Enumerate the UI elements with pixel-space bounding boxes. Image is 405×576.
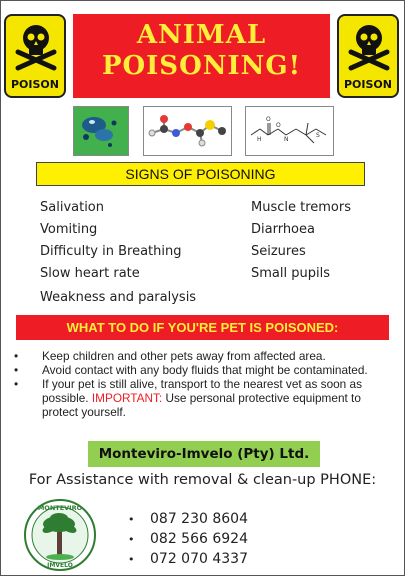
title-line-2: POISONING! (101, 51, 302, 82)
sign-small-pupils: Small pupils (251, 266, 330, 281)
title-line-1: ANIMAL (136, 20, 267, 50)
phone-number-3: • 072 070 4337 (128, 551, 248, 567)
svg-text:O: O (276, 122, 281, 129)
sign-difficulty-breathing: Difficulty in Breathing (40, 244, 182, 259)
molecule-ball-stick-image (143, 106, 232, 156)
phone-text: 082 566 6924 (150, 531, 248, 547)
logo-top-text: MONTEVIRO (37, 504, 83, 512)
skull-crossbones-icon (14, 22, 58, 72)
phone-number-1: • 087 230 8604 (128, 511, 248, 527)
important-text: Use personal protective equipment to protect yourself. (42, 391, 361, 419)
phone-number-2: • 082 566 6924 (128, 531, 248, 547)
pesticide-granules-image (73, 106, 129, 156)
poison-label: POISON (11, 78, 59, 91)
list-item-text: Avoid contact with any body fluids that might be contaminated. (42, 363, 368, 377)
company-name: Monteviro-Imvelo (Pty) Ltd. (88, 441, 320, 467)
skull-crossbones-icon (347, 22, 391, 72)
list-item-text: If your pet is still alive, transport to the nearest vet as soon as possible. (42, 377, 362, 405)
poison-label: POISON (344, 78, 392, 91)
assistance-text: For Assistance with removal & clean-up PHONE: (28, 472, 377, 488)
sign-weakness-paralysis: Weakness and paralysis (40, 290, 197, 305)
svg-text:H: H (257, 136, 262, 143)
poison-badge-right (337, 14, 399, 98)
phone-text: 072 070 4337 (150, 551, 248, 567)
list-item: • Avoid contact with any body fluids that might be contaminated. (14, 363, 368, 377)
svg-text:S: S (316, 132, 320, 139)
sign-slow-heart-rate: Slow heart rate (40, 266, 140, 281)
list-item: • Keep children and other pets away from affected area. (14, 349, 326, 363)
sign-muscle-tremors: Muscle tremors (251, 200, 352, 215)
phone-text: 087 230 8604 (150, 511, 248, 527)
list-item: • If your pet is still alive, transport to the nearest vet as soon as possible. IMPORTANT: Use personal protective equipment to protect yourself. (14, 377, 362, 419)
todo-header: WHAT TO DO IF YOU'RE PET IS POISONED: (16, 315, 389, 340)
title-banner (73, 14, 330, 98)
list-item-text: Keep children and other pets away from affected area. (42, 349, 326, 363)
svg-text:N: N (284, 136, 289, 143)
monteviro-logo (22, 498, 98, 572)
svg-text:O: O (266, 116, 271, 123)
sign-salivation: Salivation (40, 200, 105, 215)
sign-diarrhoea: Diarrhoea (251, 222, 315, 237)
logo-bottom-text: IMVELO (47, 562, 73, 569)
sign-seizures: Seizures (251, 244, 306, 259)
signs-header: SIGNS OF POISONING (36, 162, 365, 186)
todo-list (14, 349, 390, 419)
poison-badge-left (4, 14, 66, 98)
important-label: IMPORTANT: (91, 391, 163, 405)
chemical-structure-image (245, 106, 334, 156)
sign-vomiting: Vomiting (40, 222, 98, 237)
